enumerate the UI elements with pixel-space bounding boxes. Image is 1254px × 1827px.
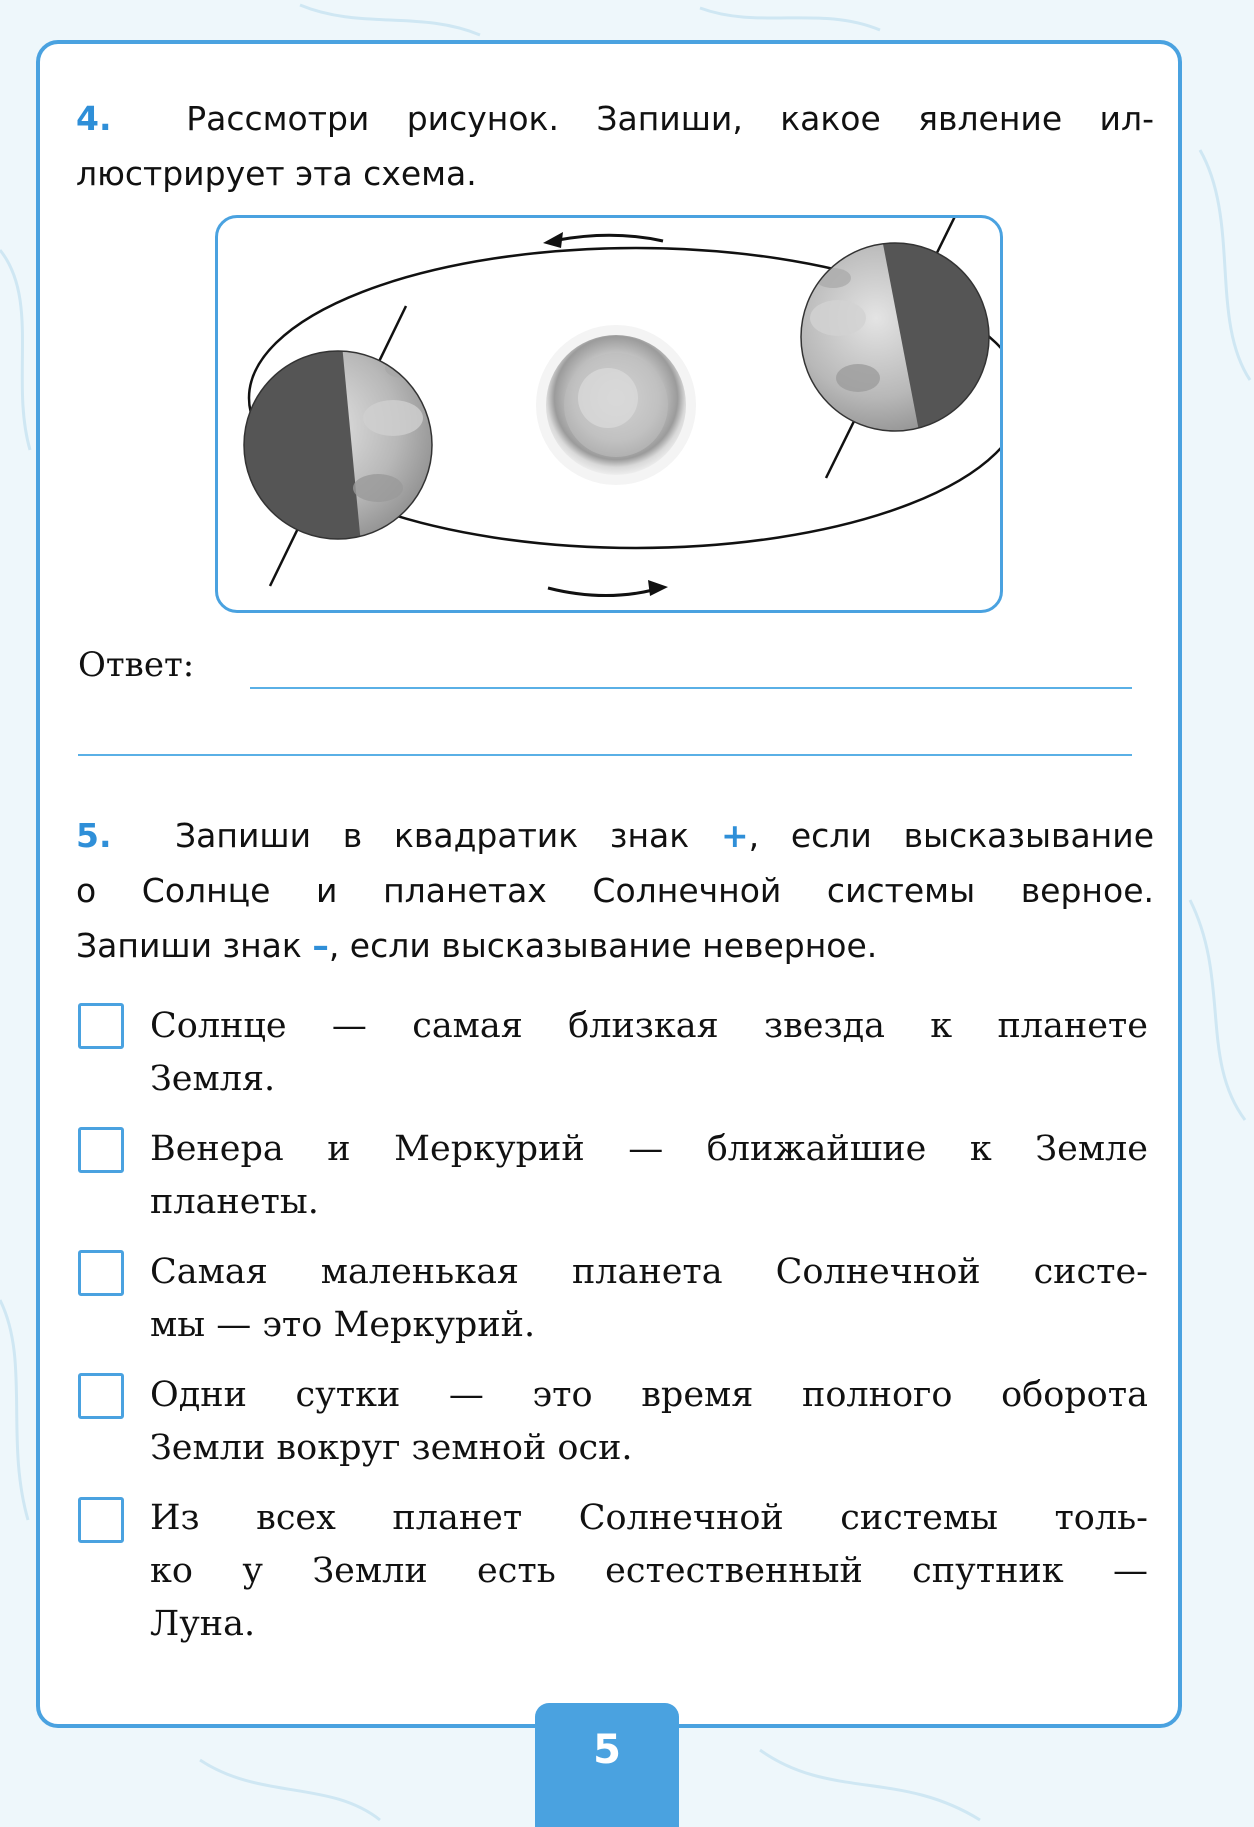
minus-sign: – (312, 926, 329, 965)
task-5-text-1a: Запиши в квадратик знак (175, 816, 690, 855)
statement-3-line-1: Самая маленькая планета Солнечной систе- (150, 1252, 1148, 1292)
orbit-arrow-top-icon (543, 232, 663, 248)
task-4-number: 4. (76, 99, 112, 138)
task-4-text-line-2: люстрирует эта схема. (76, 154, 477, 193)
statement-4-line-1: Одни сутки — это время полного оборота (150, 1375, 1148, 1415)
statement-3-line-2: мы — это Меркурий. (150, 1305, 536, 1345)
earth-left-icon (218, 218, 432, 610)
statement-2-line-2: планеты. (150, 1182, 319, 1222)
statement-5-line-1: Из всех планет Солнечной системы толь- (150, 1498, 1148, 1538)
statement-4 (150, 1369, 1148, 1475)
statement-1-line-2: Земля. (150, 1059, 276, 1099)
task-5-text-3b: , если высказывание неверное. (328, 926, 878, 965)
statement-2-line-1: Венера и Меркурий — ближайшие к Земле (150, 1129, 1148, 1169)
statement-1 (150, 1000, 1148, 1106)
statement-4-line-2: Земли вокруг земной оси. (150, 1428, 633, 1468)
statement-5-line-2: ко у Земли есть естественный спутник — (150, 1551, 1148, 1591)
task-5-number: 5. (76, 816, 112, 855)
orbit-diagram (215, 215, 1003, 613)
statement-5 (150, 1492, 1148, 1651)
statement-1-checkbox[interactable] (78, 1003, 124, 1049)
earth-right-icon (801, 218, 1000, 478)
plus-sign: + (720, 816, 749, 855)
statement-3 (150, 1246, 1148, 1352)
statement-3-checkbox[interactable] (78, 1250, 124, 1296)
orbit-diagram-svg (218, 218, 1000, 610)
answer-label: Ответ: (78, 645, 195, 685)
task-4-text-line-1: Рассмотри рисунок. Запиши, какое явление ил- (186, 99, 1154, 138)
task-5-text-line-2: о Солнце и планетах Солнечной системы верное. (76, 871, 1154, 910)
task-5-line-1 (76, 808, 1154, 863)
task-4-line-1 (76, 91, 1154, 146)
statement-2 (150, 1123, 1148, 1229)
statement-5-checkbox[interactable] (78, 1497, 124, 1543)
task-5-text-1b: , если высказывание (748, 816, 1154, 855)
task-4-prompt (76, 91, 1154, 201)
task-5-prompt (76, 808, 1154, 973)
answer-line-1[interactable] (250, 687, 1132, 689)
task-5-line-3 (76, 918, 1154, 973)
statement-5-line-3: Луна. (150, 1604, 256, 1644)
statement-4-checkbox[interactable] (78, 1373, 124, 1419)
task-5-text-3a: Запиши знак (76, 926, 302, 965)
page-number: 5 (535, 1703, 679, 1827)
sun-icon (536, 325, 696, 485)
statement-2-checkbox[interactable] (78, 1127, 124, 1173)
orbit-arrow-bottom-icon (548, 580, 668, 596)
answer-line-2[interactable] (78, 754, 1132, 756)
statement-1-line-1: Солнце — самая близкая звезда к планете (150, 1006, 1148, 1046)
